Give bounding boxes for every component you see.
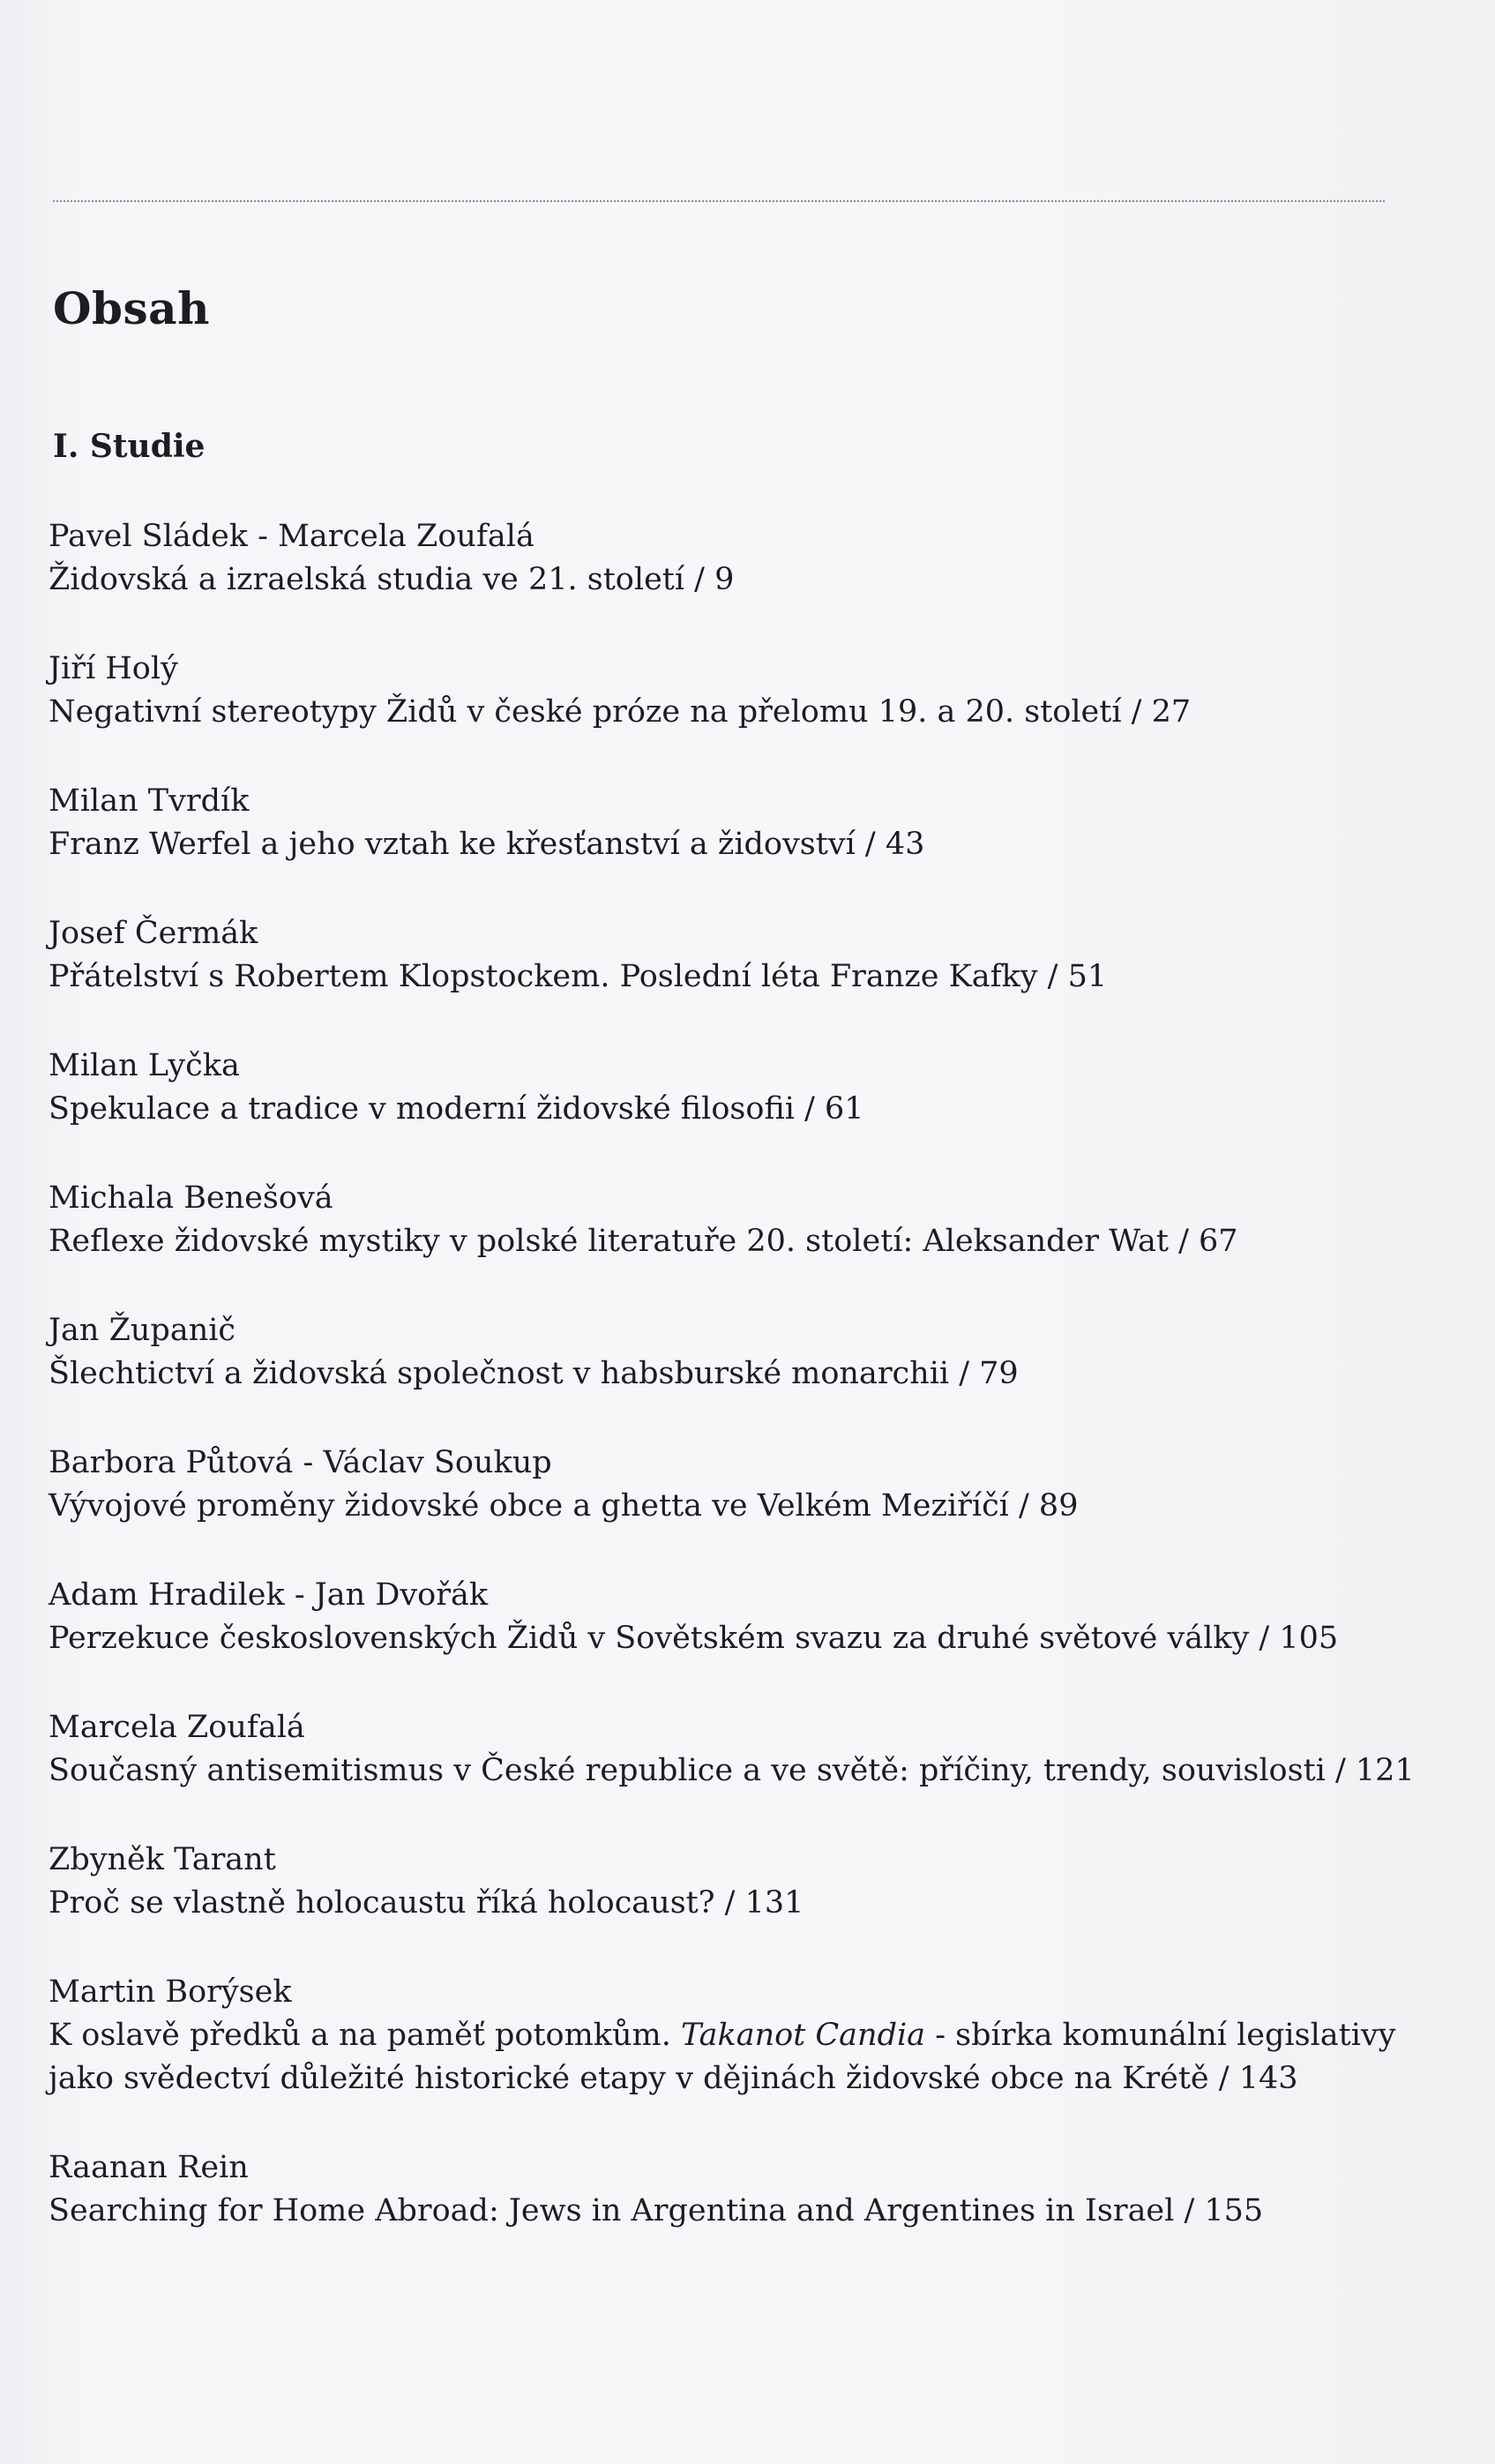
entry-title: Searching for Home Abroad: Jews in Argentina and Argentines in Israel bbox=[49, 2193, 1175, 2228]
entry-title: Perzekuce československých Židů v Sovětském svazu za druhé světové války bbox=[49, 1621, 1250, 1656]
entry-title-line bbox=[49, 955, 1398, 999]
entry-page-number: 121 bbox=[1355, 1753, 1415, 1788]
entry-authors: Raanan Rein bbox=[49, 2150, 249, 2185]
page-separator: / bbox=[794, 1091, 826, 1127]
entry-page-number: 105 bbox=[1279, 1621, 1339, 1656]
toc-entry bbox=[49, 648, 1398, 734]
entry-title-line bbox=[49, 1485, 1398, 1528]
toc-entry bbox=[49, 2146, 1398, 2233]
entry-title: Židovská a izraelská studia ve 21. století bbox=[49, 562, 685, 597]
table-of-contents bbox=[49, 515, 1415, 2233]
entry-page-number: 61 bbox=[825, 1091, 864, 1127]
entry-title: Negativní stereotypy Židů v české próze na přelomu 19. a 20. století bbox=[49, 694, 1122, 730]
page-separator: / bbox=[684, 562, 715, 597]
entry-title: Proč se vlastně holocaustu říká holocaust? bbox=[49, 1885, 715, 1921]
entry-title-prefix: K oslavě předků a na paměť potomkům. bbox=[49, 2018, 671, 2053]
toc-entry bbox=[49, 912, 1398, 999]
entry-title-line bbox=[49, 558, 1398, 602]
toc-entry bbox=[49, 1574, 1398, 1660]
header-dotted-rule bbox=[53, 200, 1385, 202]
entry-page-number: 155 bbox=[1204, 2193, 1264, 2228]
section-heading: I. Studie bbox=[53, 428, 206, 465]
entry-authors: Jiří Holý bbox=[49, 651, 178, 686]
entry-title-continued: jako svědectví důležité historické etapy v dějinách židovské obce na Krétě bbox=[49, 2061, 1209, 2096]
entry-title-rest: - sbírka komunální legislativy bbox=[935, 2018, 1396, 2053]
page-separator: / bbox=[855, 827, 886, 862]
entry-title: Současný antisemitismus v České republice a ve světě: příčiny, trendy, souvislosti bbox=[49, 1753, 1326, 1788]
toc-entry bbox=[49, 780, 1398, 866]
entry-title: Reflexe židovské mystiky v polské literatuře 20. století: Aleksander Wat bbox=[49, 1224, 1169, 1259]
entry-authors: Milan Lyčka bbox=[49, 1048, 240, 1083]
entry-title-line bbox=[49, 1088, 1398, 1131]
page-separator: / bbox=[1121, 694, 1152, 730]
page-title: Obsah bbox=[53, 282, 210, 334]
entry-title: Franz Werfel a jeho vztah ke křesťanství a židovství bbox=[49, 827, 856, 862]
toc-entry bbox=[49, 1309, 1398, 1396]
toc-entry bbox=[49, 1706, 1415, 1793]
entry-title-line bbox=[49, 1749, 1415, 1793]
entry-title-line bbox=[49, 2190, 1398, 2233]
page-separator: / bbox=[1037, 959, 1068, 994]
page-separator: / bbox=[1174, 2193, 1205, 2228]
page-separator: / bbox=[1208, 2061, 1239, 2096]
entry-authors: Adam Hradilek - Jan Dvořák bbox=[49, 1577, 489, 1613]
entry-page-number: 43 bbox=[885, 827, 925, 862]
page-separator: / bbox=[1168, 1224, 1200, 1259]
page-separator: / bbox=[1325, 1753, 1356, 1788]
entry-page-number: 67 bbox=[1199, 1224, 1238, 1259]
entry-title-italic: Takanot Candia bbox=[681, 2018, 926, 2053]
entry-authors: Zbyněk Tarant bbox=[49, 1842, 276, 1877]
toc-entry bbox=[49, 1442, 1398, 1528]
entry-authors: Pavel Sládek - Marcela Zoufalá bbox=[49, 519, 534, 554]
page-separator: / bbox=[1008, 1488, 1039, 1524]
page-separator: / bbox=[714, 1885, 745, 1921]
entry-page-number: 131 bbox=[744, 1885, 804, 1921]
entry-title-line bbox=[49, 823, 1398, 866]
toc-entry bbox=[49, 1045, 1398, 1131]
entry-title: Přátelství s Robertem Klopstockem. Poslední léta Franze Kafky bbox=[49, 959, 1038, 994]
entry-page-number: 143 bbox=[1238, 2061, 1298, 2096]
entry-title-line bbox=[49, 2057, 1398, 2101]
page-separator: / bbox=[1249, 1621, 1280, 1656]
entry-authors: Martin Borýsek bbox=[49, 1974, 292, 2010]
entry-authors: Barbora Půtová - Václav Soukup bbox=[49, 1445, 552, 1480]
entry-title-line bbox=[49, 1220, 1398, 1263]
entry-page-number: 89 bbox=[1038, 1488, 1079, 1524]
entry-title-line bbox=[49, 1882, 1398, 1925]
entry-authors: Josef Čermák bbox=[49, 916, 258, 951]
toc-entry bbox=[49, 1177, 1398, 1263]
entry-page-number: 51 bbox=[1067, 959, 1108, 994]
entry-page-number: 27 bbox=[1151, 694, 1192, 730]
entry-title: Spekulace a tradice v moderní židovské filosofii bbox=[49, 1091, 795, 1127]
entry-authors: Jan Županič bbox=[49, 1313, 236, 1348]
entry-title: Vývojové proměny židovské obce a ghetta ve Velkém Meziříčí bbox=[49, 1488, 1009, 1524]
entry-authors: Marcela Zoufalá bbox=[49, 1710, 305, 1745]
entry-title-line bbox=[49, 691, 1398, 734]
toc-entry bbox=[49, 1839, 1398, 1925]
entry-title: Šlechtictví a židovská společnost v habsburské monarchii bbox=[49, 1356, 950, 1391]
toc-entry bbox=[49, 515, 1398, 602]
entry-title-line bbox=[49, 1617, 1398, 1660]
entry-title-line bbox=[49, 2014, 1398, 2057]
entry-authors: Milan Tvrdík bbox=[49, 783, 250, 819]
entry-page-number: 9 bbox=[714, 562, 735, 597]
page-separator: / bbox=[949, 1356, 980, 1391]
toc-entry bbox=[49, 1971, 1398, 2101]
entry-authors: Michala Benešová bbox=[49, 1180, 333, 1216]
entry-title-line bbox=[49, 1352, 1398, 1396]
entry-page-number: 79 bbox=[979, 1356, 1019, 1391]
